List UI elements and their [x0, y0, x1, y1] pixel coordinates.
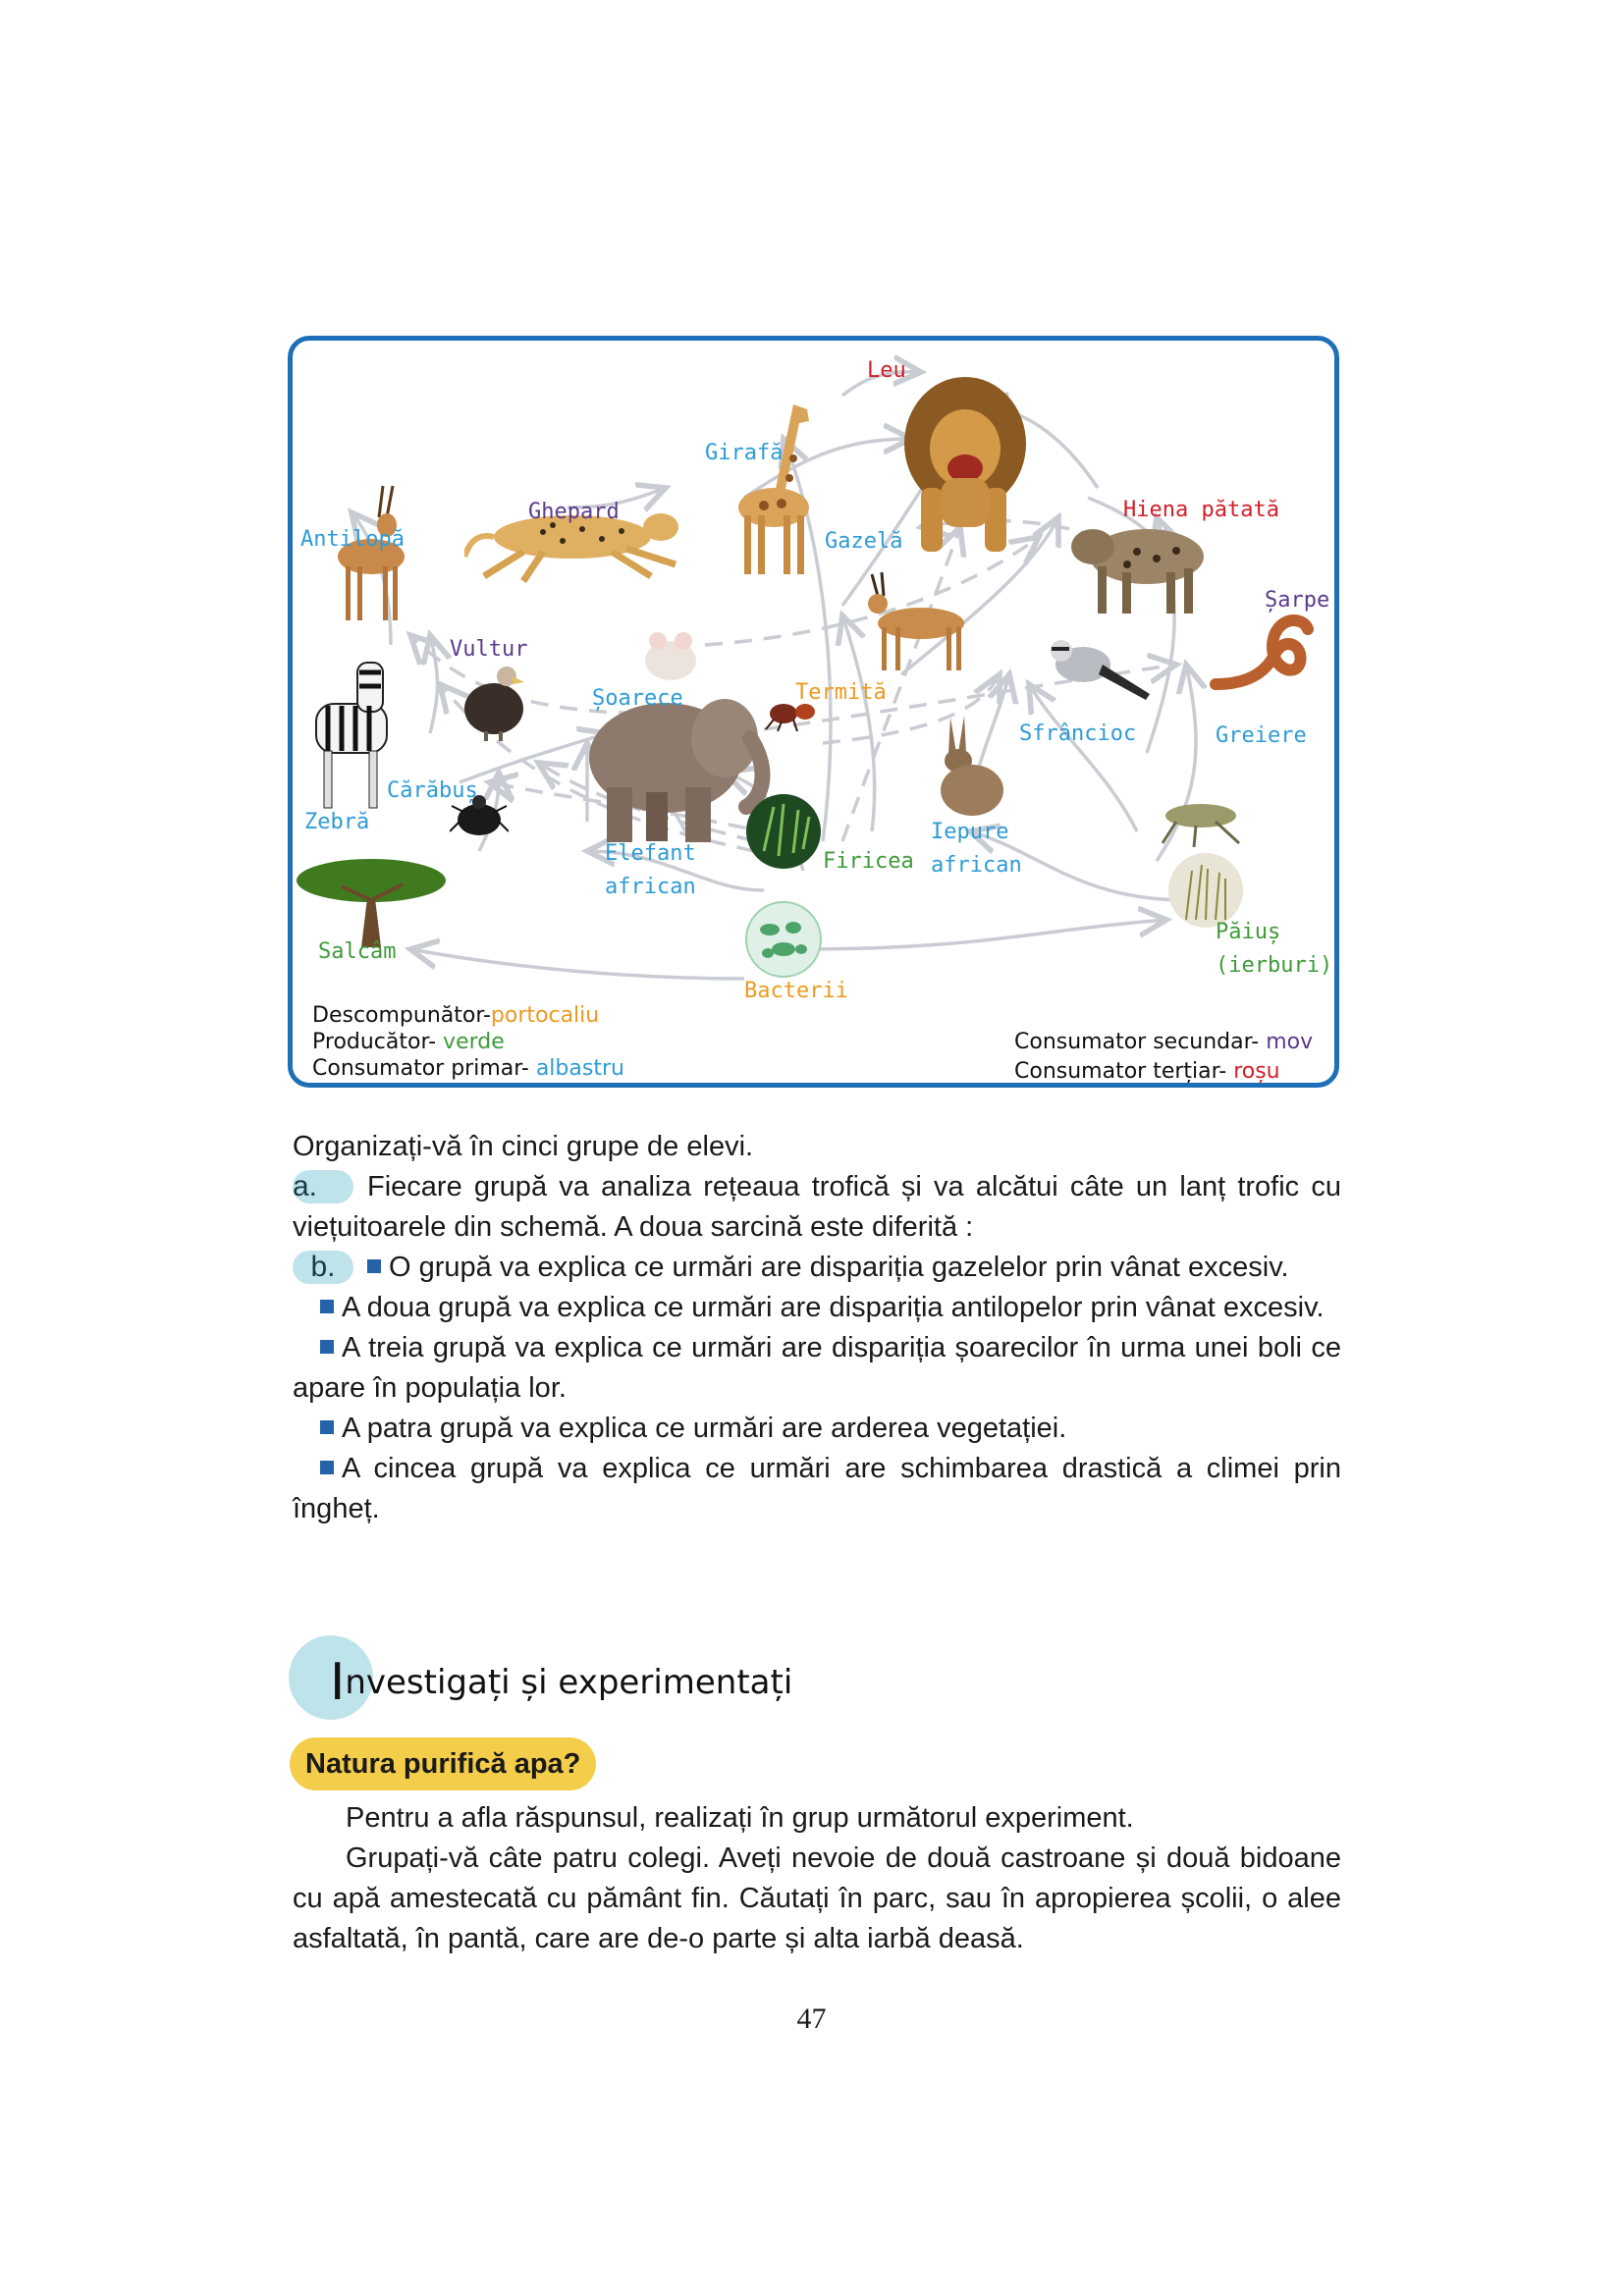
- food-web-figure: [288, 336, 1339, 1088]
- shrike-illustration: [1044, 625, 1152, 708]
- label-girafa: Girafă: [705, 441, 784, 465]
- acacia-illustration: [293, 851, 450, 953]
- label-sarpe: Șarpe: [1265, 588, 1330, 613]
- label-antilopa: Antilopă: [300, 527, 405, 552]
- bullet-square-icon: [320, 1300, 334, 1313]
- label-firicea: Firicea: [823, 849, 914, 874]
- bullet-square-icon: [320, 1340, 334, 1354]
- label-ghepard: Ghepard: [528, 500, 620, 524]
- legend-left: [312, 1002, 624, 1082]
- label-elefant-2: african: [605, 875, 696, 899]
- marker-b: b.: [293, 1251, 353, 1284]
- group-3-line-1: A treia grupă va explica ce urmări are dispariția șoarecilor în urma unei boli ce: [293, 1328, 1341, 1368]
- legend-descompunator: Descompunător-portocaliu: [312, 1003, 600, 1028]
- page-number: 47: [796, 2002, 827, 2035]
- task-a-line-2: viețuitoarele din schemă. A doua sarcină este diferită :: [293, 1211, 974, 1243]
- zebra-illustration: [302, 655, 401, 816]
- experiment-p1: Pentru a afla răspunsul, realizați în grup următorul experiment.: [346, 1802, 1134, 1834]
- label-bacterii: Bacterii: [744, 979, 848, 1003]
- hyena-illustration: [1068, 507, 1216, 619]
- gazelle-illustration: [852, 566, 980, 678]
- label-paius-2: (ierburi): [1216, 953, 1333, 978]
- marker-a: a.: [293, 1170, 353, 1203]
- group-5-line-1: A cincea grupă va explica ce urmări are schimbarea drastică a climei prin: [293, 1449, 1341, 1489]
- label-salcam: Salcâm: [318, 939, 397, 964]
- legend-consumator-primar: Consumator primar- albastru: [312, 1056, 624, 1081]
- section-heading: [285, 1629, 972, 1728]
- label-soarece: Șoarece: [592, 686, 683, 711]
- group-2-line: A doua grupă va explica ce urmări are dispariția antilopelor prin vânat excesiv.: [293, 1288, 1341, 1328]
- task-a-line-1: a. Fiecare grupă va analiza rețeaua trofică și va alcătui câte un lanț trofic cu: [293, 1170, 1341, 1202]
- vulture-illustration: [450, 655, 538, 747]
- bullet-square-icon: [320, 1420, 334, 1434]
- grass-circle-illustration: [744, 792, 823, 875]
- label-leu: Leu: [867, 358, 906, 383]
- antelope-illustration: [322, 478, 430, 629]
- label-hiena: Hiena pătată: [1123, 498, 1279, 522]
- task-block: [293, 1127, 1341, 1529]
- legend-consumator-tertiar: Consumator terțiar- roșu: [1014, 1059, 1280, 1084]
- experiment-p2-line-1: Grupați-vă câte patru colegi. Aveți nevoie de două castroane și două bidoane: [346, 1842, 1341, 1874]
- experiment-p2-line-2: cu apă amestecată cu pământ fin. Căutați în parc, sau în apropierea școlii, o alee: [293, 1883, 1341, 1914]
- legend-producator: Producător- verde: [312, 1030, 505, 1054]
- legend-right: [1014, 1028, 1313, 1087]
- label-elefant-1: Elefant: [605, 841, 696, 866]
- label-termita: Termită: [795, 680, 887, 705]
- experiment-text: [293, 1798, 1341, 1959]
- group-4-line: A patra grupă va explica ce urmări are arderea vegetației.: [293, 1409, 1341, 1449]
- label-zebra: Zebră: [304, 810, 370, 834]
- group-1-line: b. O grupă va explica ce urmări are dispariția gazelelor prin vânat excesiv.: [293, 1248, 1341, 1288]
- question-pill: Natura purifică apa?: [290, 1737, 596, 1790]
- label-iepure-2: african: [931, 853, 1022, 878]
- section-title: Investigați și experimentați: [330, 1653, 793, 1712]
- cricket-illustration: [1157, 782, 1245, 855]
- bullet-square-icon: [320, 1461, 334, 1474]
- label-greiere: Greiere: [1216, 723, 1307, 748]
- hare-illustration: [921, 714, 1009, 826]
- label-vultur: Vultur: [450, 637, 528, 662]
- label-gazela: Gazelă: [825, 529, 903, 554]
- snake-illustration: [1206, 606, 1314, 698]
- legend-consumator-secundar: Consumator secundar- mov: [1014, 1030, 1314, 1054]
- label-sfrancioc: Sfrâncioc: [1019, 721, 1137, 746]
- label-paius-1: Păiuș: [1216, 920, 1281, 944]
- group-3-line-2: apare în populația lor.: [293, 1372, 567, 1404]
- label-carabus: Cărăbuș: [387, 778, 478, 803]
- bullet-square-icon: [367, 1259, 381, 1273]
- label-iepure-1: Iepure: [931, 820, 1009, 844]
- group-5-line-2: îngheț.: [293, 1493, 380, 1524]
- lion-illustration: [882, 370, 1049, 561]
- giraffe-illustration: [725, 400, 833, 580]
- experiment-p2-line-3: asfaltată, în pantă, care are de-o parte și alta iarbă deasă.: [293, 1923, 1024, 1954]
- bacteria-illustration: [744, 900, 823, 983]
- intro-line: Organizați-vă în cinci grupe de elevi.: [293, 1131, 754, 1162]
